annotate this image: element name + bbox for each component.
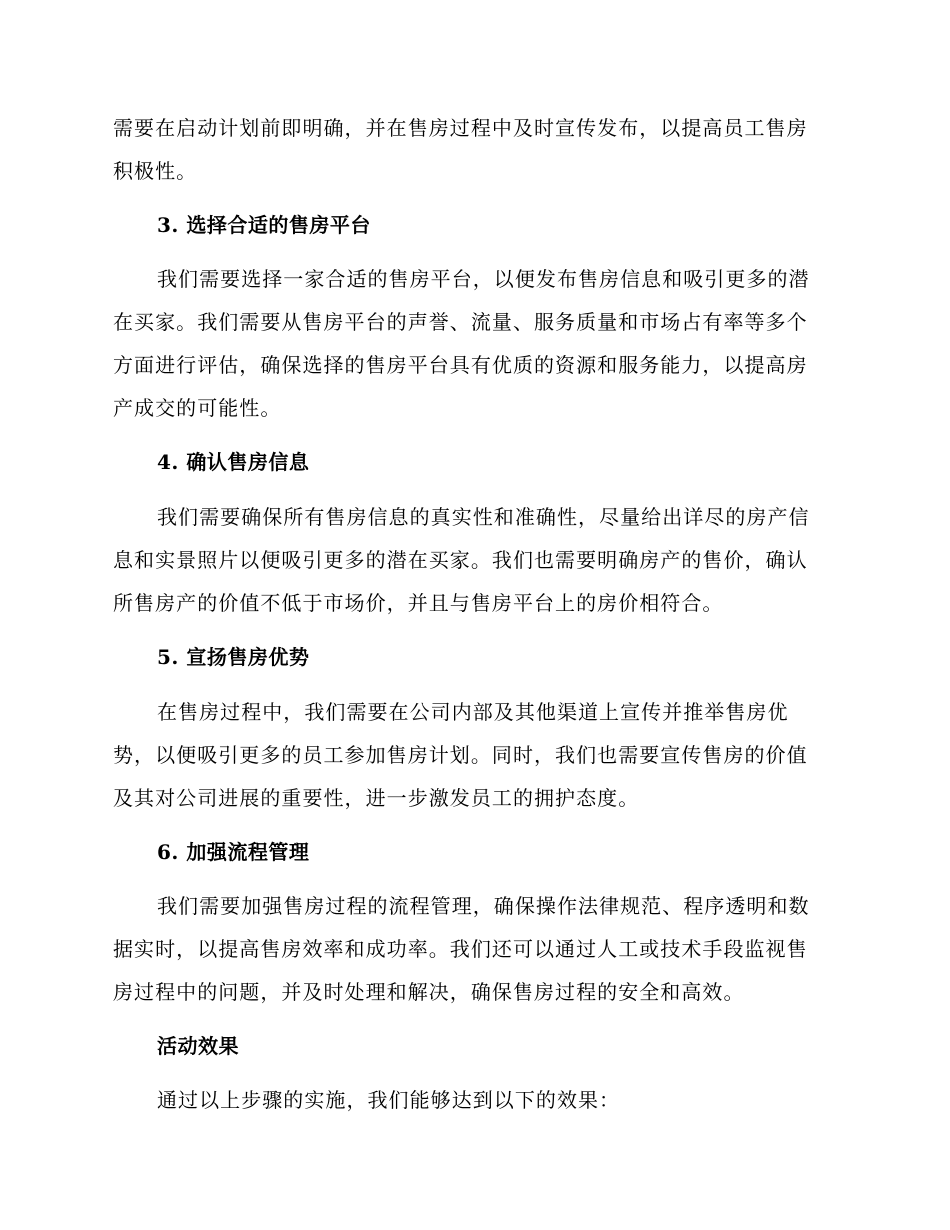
section-3-line-1: 我们需要选择一家合适的售房平台，以便发布售房信息和吸引更多的潜 <box>157 267 810 291</box>
section-6-heading: 6. 加强流程管理 <box>157 840 310 864</box>
intro-line-1: 需要在启动计划前即明确，并在售房过程中及时宣传发布，以提高员工售房 <box>113 116 808 140</box>
section-4-heading: 4. 确认售房信息 <box>157 450 310 474</box>
section-3-line-4: 产成交的可能性。 <box>113 396 282 420</box>
intro-line-2: 积极性。 <box>113 159 198 183</box>
activity-effect-heading: 活动效果 <box>157 1034 239 1058</box>
section-6-line-3: 房过程中的问题，并及时处理和解决，确保售房过程的安全和高效。 <box>113 980 745 1004</box>
section-4-line-1: 我们需要确保所有售房信息的真实性和准确性，尽量给出详尽的房产信 <box>157 505 810 529</box>
section-5-line-1: 在售房过程中，我们需要在公司内部及其他渠道上宣传并推举售房优 <box>157 700 789 724</box>
section-6-line-1: 我们需要加强售房过程的流程管理，确保操作法律规范、程序透明和数 <box>157 894 810 918</box>
section-4-line-3: 所售房产的价值不低于市场价，并且与售房平台上的房价相符合。 <box>113 591 724 615</box>
section-5-line-3: 及其对公司进展的重要性，进一步激发员工的拥护态度。 <box>113 786 640 810</box>
section-5-heading: 5. 宣扬售房优势 <box>157 645 310 669</box>
section-3-heading: 3. 选择合适的售房平台 <box>157 213 371 237</box>
section-3-line-2: 在买家。我们需要从售房平台的声誉、流量、服务质量和市场占有率等多个 <box>113 310 808 334</box>
activity-effect-line-1: 通过以上步骤的实施，我们能够达到以下的效果： <box>157 1088 621 1112</box>
section-3-line-3: 方面进行评估，确保选择的售房平台具有优质的资源和服务能力，以提高房 <box>113 353 808 377</box>
section-6-line-2: 据实时，以提高售房效率和成功率。我们还可以通过人工或技术手段监视售 <box>113 937 808 961</box>
section-5-line-2: 势，以便吸引更多的员工参加售房计划。同时，我们也需要宣传售房的价值 <box>113 743 808 767</box>
section-4-line-2: 息和实景照片以便吸引更多的潜在买家。我们也需要明确房产的售价，确认 <box>113 548 808 572</box>
